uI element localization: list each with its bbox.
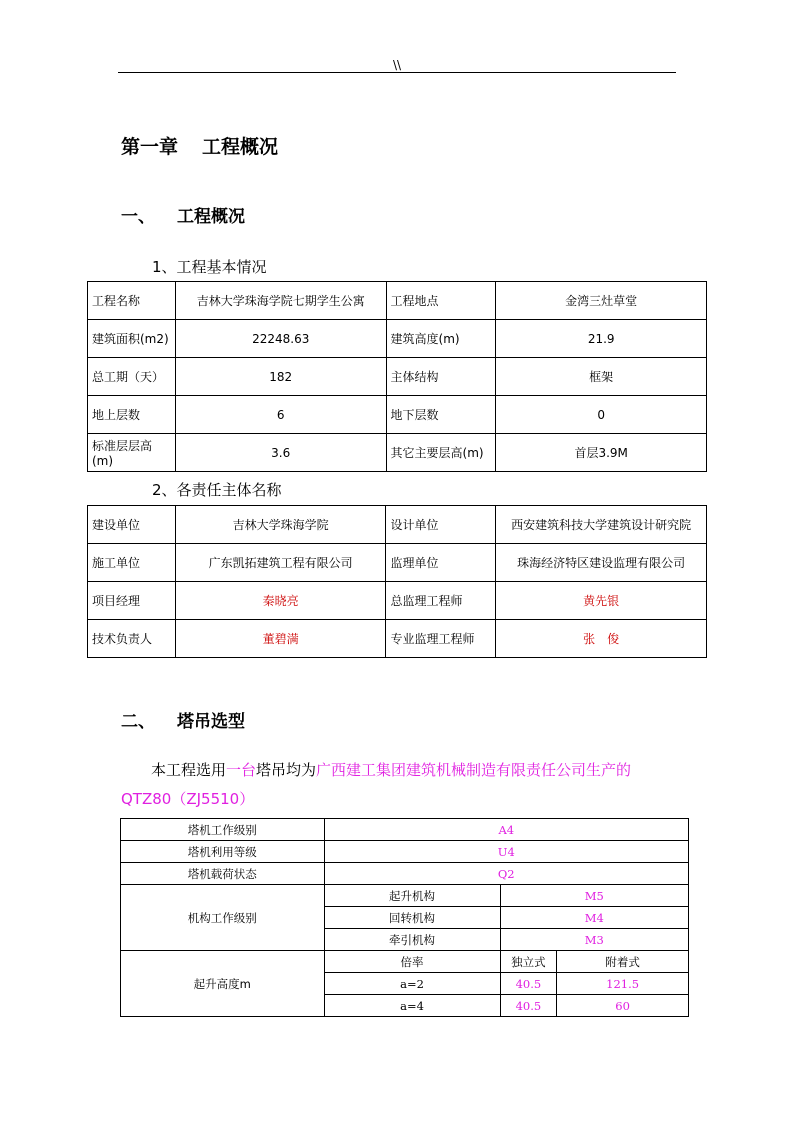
para-text: 本工程选用 <box>151 761 227 779</box>
table-cell: 总工期（天） <box>88 358 176 396</box>
table-cell: a=2 <box>324 973 500 995</box>
table-cell: 西安建筑科技大学建筑设计研究院 <box>496 506 707 544</box>
table-cell: 建筑高度(m) <box>386 320 496 358</box>
section-heading-1 <box>121 202 245 227</box>
table-cell: 倍率 <box>324 951 500 973</box>
table-cell: 技术负责人 <box>88 620 176 658</box>
section-number: 一、 <box>121 207 155 227</box>
table-row <box>88 396 707 434</box>
table-cell: 建设单位 <box>88 506 176 544</box>
section-title: 塔吊选型 <box>177 712 245 732</box>
subsection-basic-info: 1、工程基本情况 <box>152 258 267 276</box>
basic-info-table <box>87 281 707 472</box>
parties-table <box>87 505 707 658</box>
table-cell: 总监理工程师 <box>386 582 496 620</box>
table-cell: 3.6 <box>175 434 386 472</box>
table-cell: 机构工作级别 <box>121 885 325 951</box>
table-row <box>88 434 707 472</box>
table-cell: 黄先银 <box>496 582 707 620</box>
table-cell: 设计单位 <box>386 506 496 544</box>
table-cell: 起升机构 <box>324 885 500 907</box>
table-cell: A4 <box>324 819 688 841</box>
table-cell: Q2 <box>324 863 688 885</box>
table-cell: 珠海经济特区建设监理有限公司 <box>496 544 707 582</box>
table-row <box>121 841 689 863</box>
table-cell: M5 <box>500 885 688 907</box>
table-cell: 附着式 <box>557 951 689 973</box>
table-cell: 施工单位 <box>88 544 176 582</box>
para-text: 塔吊均为 <box>256 761 317 779</box>
table-cell: 张 俊 <box>496 620 707 658</box>
table-cell: 回转机构 <box>324 907 500 929</box>
table-cell: M3 <box>500 929 688 951</box>
crane-paragraph <box>121 756 691 814</box>
table-cell: 牵引机构 <box>324 929 500 951</box>
chapter-heading <box>121 132 278 159</box>
table-cell: 工程地点 <box>386 282 496 320</box>
table-cell: 22248.63 <box>175 320 386 358</box>
table-cell: 主体结构 <box>386 358 496 396</box>
table-row <box>88 320 707 358</box>
crane-spec-table <box>120 818 689 1017</box>
table-cell: 60 <box>557 995 689 1017</box>
table-row <box>121 885 689 907</box>
table-cell: 40.5 <box>500 995 557 1017</box>
table-row <box>88 282 707 320</box>
section-heading-2 <box>121 707 245 732</box>
table-cell: a=4 <box>324 995 500 1017</box>
para-model: QTZ80（ZJ5510） <box>121 790 255 808</box>
table-cell: 首层3.9M <box>496 434 707 472</box>
table-cell: 框架 <box>496 358 707 396</box>
chapter-number: 第一章 <box>121 136 179 158</box>
table-row <box>88 358 707 396</box>
table-cell: 标准层层高(m) <box>88 434 176 472</box>
table-cell: 其它主要层高(m) <box>386 434 496 472</box>
table-cell: 182 <box>175 358 386 396</box>
table-cell: 6 <box>175 396 386 434</box>
table-cell: 21.9 <box>496 320 707 358</box>
table-cell: 秦晓亮 <box>175 582 386 620</box>
table-cell: 塔机工作级别 <box>121 819 325 841</box>
table-cell: 地上层数 <box>88 396 176 434</box>
table-row <box>121 819 689 841</box>
table-cell: 金湾三灶草堂 <box>496 282 707 320</box>
table-cell: 广东凯拓建筑工程有限公司 <box>175 544 386 582</box>
section-title: 工程概况 <box>177 207 245 227</box>
section-number: 二、 <box>121 712 155 732</box>
table-row <box>88 506 707 544</box>
header-rule <box>118 72 676 73</box>
table-cell: 吉林大学珠海学院 <box>175 506 386 544</box>
para-manufacturer: 广西建工集团建筑机械制造有限责任公司生产的 <box>316 761 632 779</box>
table-row <box>88 620 707 658</box>
table-row <box>121 863 689 885</box>
table-row <box>121 951 689 973</box>
table-cell: 独立式 <box>500 951 557 973</box>
table-row <box>88 544 707 582</box>
table-row <box>88 582 707 620</box>
table-cell: 121.5 <box>557 973 689 995</box>
table-cell: 地下层数 <box>386 396 496 434</box>
table-cell: 起升高度m <box>121 951 325 1017</box>
table-cell: U4 <box>324 841 688 863</box>
table-cell: 专业监理工程师 <box>386 620 496 658</box>
table-cell: 40.5 <box>500 973 557 995</box>
table-cell: 工程名称 <box>88 282 176 320</box>
table-cell: 0 <box>496 396 707 434</box>
header-mark: \\ <box>392 58 402 72</box>
table-cell: 监理单位 <box>386 544 496 582</box>
table-cell: 塔机利用等级 <box>121 841 325 863</box>
subsection-parties: 2、各责任主体名称 <box>152 481 282 499</box>
table-cell: 建筑面积(m2) <box>88 320 176 358</box>
chapter-title: 工程概况 <box>202 136 279 158</box>
table-cell: 吉林大学珠海学院七期学生公寓 <box>175 282 386 320</box>
table-cell: 塔机载荷状态 <box>121 863 325 885</box>
table-cell: M4 <box>500 907 688 929</box>
table-cell: 项目经理 <box>88 582 176 620</box>
para-highlight: 一台 <box>226 761 257 779</box>
table-cell: 董碧满 <box>175 620 386 658</box>
